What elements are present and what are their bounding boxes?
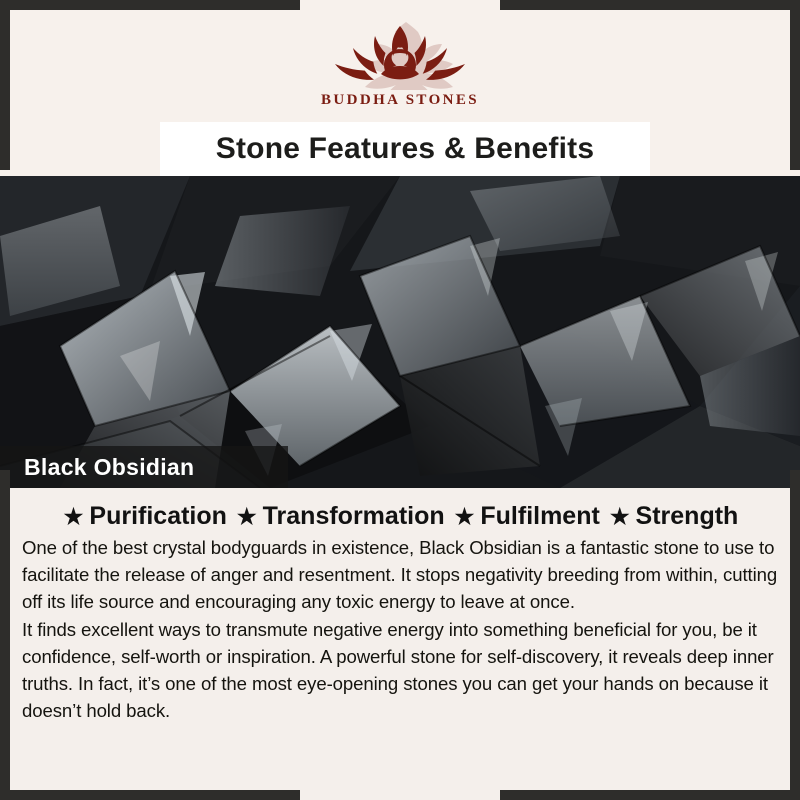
benefit-item: [445, 502, 600, 531]
frame-border-bottom-right-horizontal: [500, 790, 800, 800]
description-paragraph-2: It finds excellent ways to transmute negative energy into something beneficial for you, be it confidence, self-worth or inspiration. A powerful stone for self-discovery, it reveals deep inner truths. In fact, it’s one of the most eye-opening stones you can get your hands on because it doesn’t hold back.: [22, 618, 774, 721]
brand-logo: [315, 18, 485, 109]
star-icon: ★: [63, 503, 84, 529]
benefit-label: Purification: [89, 502, 227, 530]
frame-border-bottom-left-vertical: [0, 470, 10, 800]
content-section: [0, 488, 800, 800]
frame-border-top-left-vertical: [0, 0, 10, 170]
benefit-item: [600, 502, 739, 531]
frame-border-top-right-horizontal: [500, 0, 800, 10]
header: [0, 0, 800, 176]
hero-caption: [0, 446, 288, 488]
star-icon: ★: [454, 503, 475, 529]
obsidian-crystal-photo: [0, 176, 800, 488]
benefit-item: [64, 502, 227, 531]
frame-border-top-right-vertical: [790, 0, 800, 170]
frame-border-bottom-left-horizontal: [0, 790, 300, 800]
benefit-label: Strength: [635, 502, 739, 530]
lotus-meditation-figure-icon: [315, 18, 485, 90]
hero-image: [0, 176, 800, 488]
title-band: [160, 122, 650, 176]
benefit-item: [227, 502, 445, 531]
brand-name: BUDDHA STONES: [320, 92, 480, 108]
frame-border-bottom-right-vertical: [790, 470, 800, 800]
benefits-list: [22, 502, 780, 531]
description-paragraph-1: One of the best crystal bodyguards in existence, Black Obsidian is a fantastic stone to use to facilitate the release of anger and resentment. It stops negativity breeding from within, cutting off its life source and encouraging any toxic energy to leave at once.: [22, 537, 778, 612]
benefit-label: Transformation: [262, 502, 445, 530]
star-icon: ★: [236, 503, 257, 529]
star-icon: ★: [609, 503, 630, 529]
frame-border-top-left-horizontal: [0, 0, 300, 10]
benefit-label: Fulfilment: [480, 502, 600, 530]
page-title: Stone Features & Benefits: [215, 132, 595, 165]
hero-caption-label: Black Obsidian: [24, 453, 195, 480]
